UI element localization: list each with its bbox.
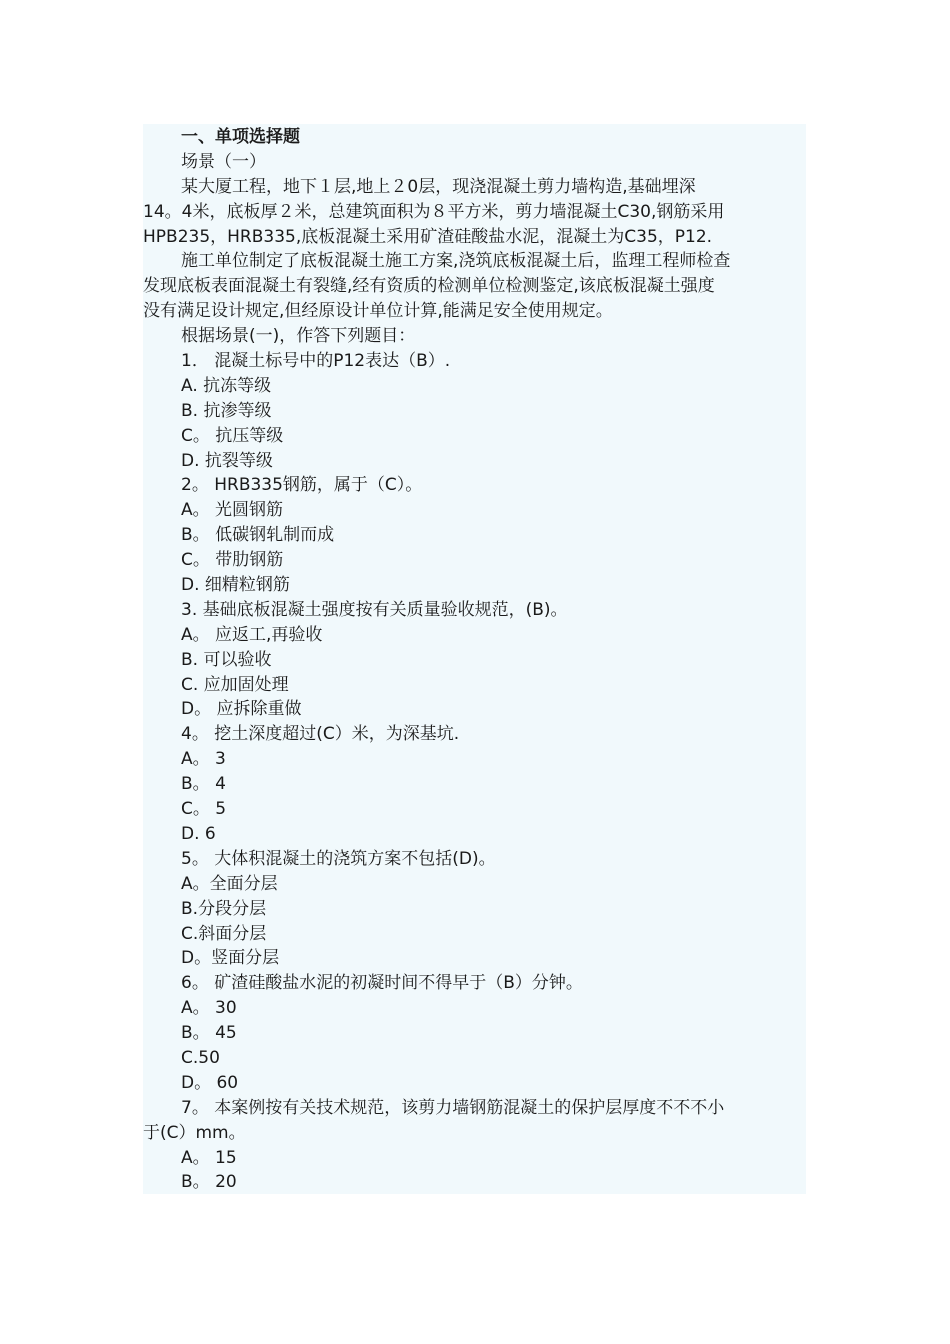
question-stem: 6。 矿渣硅酸盐水泥的初凝时间不得早于（B）分钟。 [181, 973, 583, 994]
question-stem: 5。 大体积混凝土的浇筑方案不包括(D)。 [181, 848, 496, 869]
answer-option: C.50 [181, 1047, 220, 1068]
answer-option: B. 抗渗等级 [181, 400, 272, 421]
scenario-title: 场景（一） [181, 151, 266, 172]
answer-option: A. 抗冻等级 [181, 375, 272, 396]
question-stem: 1． 混凝土标号中的P12表达（B）. [181, 351, 451, 372]
question-1 [143, 349, 806, 473]
paragraph-line: 没有满足设计规定,但经原设计单位计算,能满足安全使用规定。 [143, 301, 613, 322]
question-stem: 3. 基础底板混凝土强度按有关质量验收规范，(B)。 [181, 599, 568, 620]
paragraph-line: 发现底板表面混凝土有裂缝,经有资质的检测单位检测鉴定,该底板混凝土强度 [143, 276, 715, 297]
answer-option: A。 光圆钢筋 [181, 500, 284, 521]
paragraph-line: HPB235，HRB335,底板混凝土采用矿渣硅酸盐水泥，混凝土为C35，P12. [143, 226, 713, 247]
answer-option: B。 4 [181, 774, 226, 795]
exam-content [143, 124, 806, 1194]
question-7 [143, 1096, 806, 1196]
answer-option: A。全面分层 [181, 873, 278, 894]
question-3 [143, 598, 806, 722]
question-2 [143, 473, 806, 597]
answer-option: D。竖面分层 [181, 948, 280, 969]
answer-option: B.分段分层 [181, 898, 267, 919]
scenario-paragraph-2 [143, 249, 806, 324]
question-stem: 7。 本案例按有关技术规范，该剪力墙钢筋混凝土的保护层厚度不不不小 [181, 1097, 725, 1118]
answer-option: C。 带肋钢筋 [181, 550, 284, 571]
answer-option: A。 30 [181, 998, 237, 1019]
question-4 [143, 722, 806, 846]
answer-option: B。 低碳钢轧制而成 [181, 525, 335, 546]
answer-option: D. 抗裂等级 [181, 450, 273, 471]
answer-option: A。 15 [181, 1147, 237, 1168]
answer-option: B。 20 [181, 1172, 237, 1193]
answer-option: A。 应返工,再验收 [181, 624, 323, 645]
answer-option: B。 45 [181, 1023, 237, 1044]
question-stem-continuation: 于(C）mm。 [143, 1122, 246, 1143]
section-title: 一、单项选择题 [181, 127, 300, 147]
paragraph-line: 施工单位制定了底板混凝土施工方案,浇筑底板混凝土后，监理工程师检查 [181, 251, 731, 272]
answer-option: D。 应拆除重做 [181, 699, 302, 720]
answer-option: D。 60 [181, 1072, 239, 1093]
answer-option: D. 6 [181, 823, 216, 844]
question-6 [143, 971, 806, 1095]
answer-option: C.斜面分层 [181, 923, 267, 944]
paragraph-line: 某大厦工程，地下１层,地上２0层，现浇混凝土剪力墙构造,基础埋深 [181, 176, 696, 197]
answer-option: A。 3 [181, 749, 226, 770]
paragraph-line: 14。4米，底板厚２米，总建筑面积为８平方米，剪力墙混凝土C30,钢筋采用 [143, 201, 725, 222]
question-5 [143, 847, 806, 971]
answer-option: C。 5 [181, 799, 227, 820]
question-prompt: 根据场景(一)，作答下列题目： [181, 326, 416, 347]
question-stem: 4。 挖土深度超过(C）米，为深基坑. [181, 724, 460, 745]
answer-option: D. 细精粒钢筋 [181, 575, 290, 596]
answer-option: C。 抗压等级 [181, 425, 284, 446]
scenario-paragraph-1 [143, 175, 806, 250]
answer-option: C. 应加固处理 [181, 674, 289, 695]
answer-option: B. 可以验收 [181, 649, 272, 670]
question-stem: 2。 HRB335钢筋，属于（C）。 [181, 475, 423, 496]
